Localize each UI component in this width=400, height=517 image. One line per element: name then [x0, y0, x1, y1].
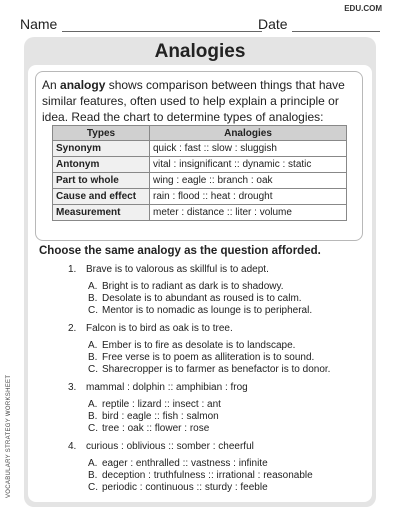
option-letter: A. — [88, 340, 98, 351]
answer-option[interactable] — [88, 470, 313, 481]
option-letter: C. — [88, 364, 98, 375]
answer-option[interactable] — [88, 399, 221, 410]
option-letter: B. — [88, 352, 98, 363]
question-item — [39, 264, 369, 324]
option-text: bird : eagle :: fish : salmon — [102, 411, 219, 422]
question-number: 4. — [68, 441, 77, 452]
option-text: eager : enthralled :: vastness : infinite — [102, 458, 268, 469]
table-cell-example: meter : distance :: liter : volume — [150, 205, 347, 221]
option-text: periodic : continuous :: sturdy : feeble — [102, 482, 268, 493]
table-cell-type: Measurement — [53, 205, 150, 221]
question-number: 3. — [68, 382, 77, 393]
option-text: Sharecropper is to farmer as benefactor is to donor. — [102, 364, 331, 375]
question-text: Falcon is to bird as oak is to tree. — [86, 323, 233, 334]
option-letter: A. — [88, 399, 98, 410]
analogy-types-table — [52, 125, 347, 221]
answer-option[interactable] — [88, 305, 312, 316]
question-number: 1. — [68, 264, 77, 275]
option-letter: B. — [88, 411, 98, 422]
intro-box — [35, 71, 363, 241]
intro-pre: An — [42, 78, 61, 92]
table-cell-type: Antonym — [53, 157, 150, 173]
option-letter: C. — [88, 482, 98, 493]
table-cell-example: quick : fast :: slow : sluggish — [150, 141, 347, 157]
intro-text — [42, 77, 354, 125]
option-letter: A. — [88, 458, 98, 469]
table-header-row — [53, 126, 347, 141]
date-label: Date — [258, 16, 288, 32]
table-row — [53, 141, 347, 157]
option-text: tree : oak :: flower : rose — [102, 423, 210, 434]
table-cell-example: vital : insignificant :: dynamic : static — [150, 157, 347, 173]
option-text: Desolate is to abundant as roused is to calm. — [102, 293, 302, 304]
table-header-analogies: Analogies — [150, 126, 347, 141]
intro-post: shows comparison between things that have similar features, often used to help explain a principle or idea. Read the chart to determine types of analogies: — [42, 78, 345, 124]
question-item — [39, 382, 369, 442]
answer-option[interactable] — [88, 340, 295, 351]
table-row — [53, 173, 347, 189]
option-text: Free verse is to poem as alliteration is to sound. — [102, 352, 315, 363]
question-text: curious : oblivious :: somber : cheerful — [86, 441, 254, 452]
table-cell-example: rain : flood :: heat : drought — [150, 189, 347, 205]
table-row — [53, 205, 347, 221]
question-text: mammal : dolphin :: amphibian : frog — [86, 382, 248, 393]
table-cell-type: Part to whole — [53, 173, 150, 189]
option-text: deception : truthfulness :: irrational : reasonable — [102, 470, 313, 481]
name-date-header — [20, 14, 380, 34]
answer-option[interactable] — [88, 411, 219, 422]
option-text: Bright is to radiant as dark is to shadowy. — [102, 281, 284, 292]
instructions-heading: Choose the same analogy as the question afforded. — [39, 245, 321, 257]
question-item — [39, 323, 369, 383]
date-field-line[interactable] — [292, 31, 380, 32]
option-text: Ember is to fire as desolate is to landscape. — [102, 340, 296, 351]
option-letter: B. — [88, 293, 98, 304]
option-text: Mentor is to nomadic as lounge is to peripheral. — [102, 305, 313, 316]
answer-option[interactable] — [88, 458, 268, 469]
option-letter: C. — [88, 305, 98, 316]
answer-option[interactable] — [88, 293, 302, 304]
brand-logo: EDU.COM — [344, 4, 382, 13]
answer-option[interactable] — [88, 281, 284, 292]
answer-option[interactable] — [88, 423, 209, 434]
option-letter: C. — [88, 423, 98, 434]
answer-option[interactable] — [88, 352, 314, 363]
table-row — [53, 189, 347, 205]
table-row — [53, 157, 347, 173]
page-title: Analogies — [154, 41, 246, 62]
intro-keyword: analogy — [60, 78, 106, 92]
question-item — [39, 441, 369, 501]
table-cell-type: Cause and effect — [53, 189, 150, 205]
worksheet-frame — [24, 37, 376, 507]
table-cell-example: wing : eagle :: branch : oak — [150, 173, 347, 189]
option-letter: B. — [88, 470, 98, 481]
name-field-line[interactable] — [62, 31, 262, 32]
worksheet-category-label: VOCABULARY STRATEGY WORKSHEET — [6, 374, 12, 498]
table-header-types: Types — [53, 126, 150, 141]
option-letter: A. — [88, 281, 98, 292]
name-label: Name — [20, 16, 58, 32]
table-cell-type: Synonym — [53, 141, 150, 157]
question-text: Brave is to valorous as skillful is to adept. — [86, 264, 269, 275]
answer-option[interactable] — [88, 482, 268, 493]
worksheet-content — [28, 65, 372, 502]
question-number: 2. — [68, 323, 77, 334]
option-text: reptile : lizard :: insect : ant — [102, 399, 221, 410]
answer-option[interactable] — [88, 364, 330, 375]
